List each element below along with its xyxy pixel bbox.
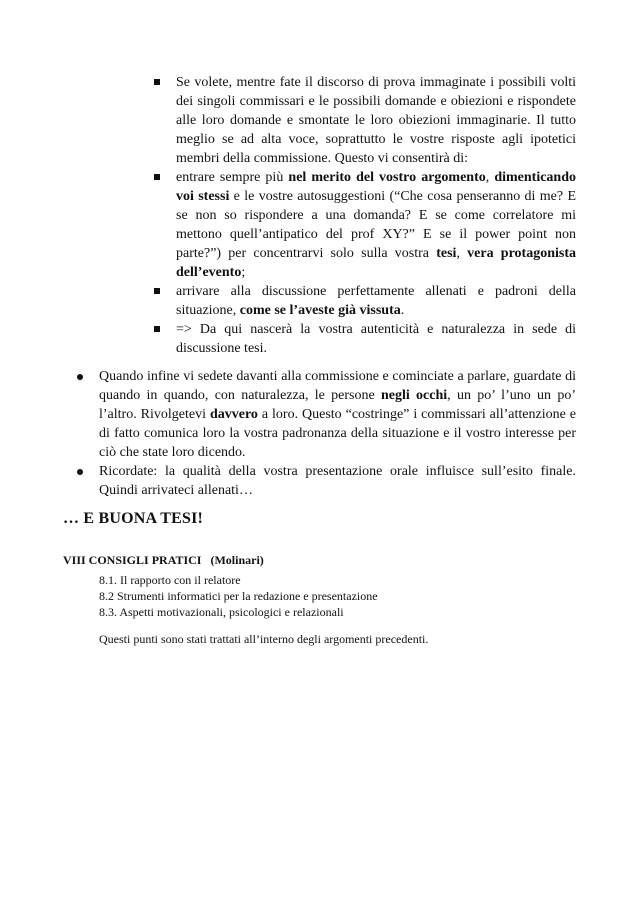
square-bullet-icon [154, 79, 160, 85]
list-item [176, 320, 576, 358]
list-item [176, 168, 576, 282]
list-item [176, 73, 576, 168]
square-bullet-icon [154, 174, 160, 180]
section-item: 8.2 Strumenti informatici per la redazione e presentazione [99, 589, 378, 603]
list-item-text: arrivare alla discussione perfettamente allenati e padroni della situazione, come se l’aveste già vissuta. [176, 284, 576, 318]
square-bullet-icon [154, 288, 160, 294]
list-item-text: => Da qui nascerà la vostra autenticità e naturalezza in sede di discussione tesi. [176, 322, 576, 356]
section-item: 8.3. Aspetti motivazionali, psicologici e relazionali [99, 605, 344, 619]
list-item [99, 367, 576, 462]
square-bullet-list [176, 73, 576, 358]
list-item-text: entrare sempre più nel merito del vostro argomento, dimenticando voi stessi e le vostre autosuggestioni (“Che cosa penseranno di me? E se non so rispondere a una domanda? E se come correlatore mi mettono quell’antipatico del prof XY?” E se il power point non parte?”) per concentrarvi solo sulla vostra tesi, vera protagonista dell’evento; [176, 170, 576, 280]
closing-heading: … E BUONA TESI! [63, 510, 204, 527]
list-item-text: Se volete, mentre fate il discorso di prova immaginate i possibili volti dei singoli commissari e le possibili domande e obiezioni e rispondete alle loro domande e smontate le loro obiezioni immaginarie. Il tutto meglio se ad alta voce, soprattutto le vostre risposte agli ipotetici membri della commissione. Questo vi consentirà di: [176, 75, 576, 166]
section-title: VIII CONSIGLI PRATICI (Molinari) [63, 553, 264, 567]
square-bullet-icon [154, 326, 160, 332]
section-note: Questi punti sono stati trattati all’interno degli argomenti precedenti. [99, 632, 429, 646]
round-bullet-icon [77, 469, 83, 475]
list-item [176, 282, 576, 320]
list-item-text: Quando infine vi sedete davanti alla commissione e cominciate a parlare, guardate di quando in quando, con naturalezza, le persone negli occhi, un po’ l’uno un po’ l’altro. Rivolgetevi davvero a loro. Questo “costringe” i commissari all’attenzione e di fatto comunica loro la vostra padronanza della situazione e il vostro interesse per ciò che state loro dicendo. [99, 369, 576, 460]
section-item-list [99, 572, 378, 620]
section-item: 8.1. Il rapporto con il relatore [99, 573, 241, 587]
round-bullet-icon [77, 374, 83, 380]
list-item [99, 462, 576, 500]
round-bullet-list [99, 367, 576, 500]
list-item-text: Ricordate: la qualità della vostra presentazione orale influisce sull’esito finale. Quindi arrivateci allenati… [99, 464, 576, 498]
